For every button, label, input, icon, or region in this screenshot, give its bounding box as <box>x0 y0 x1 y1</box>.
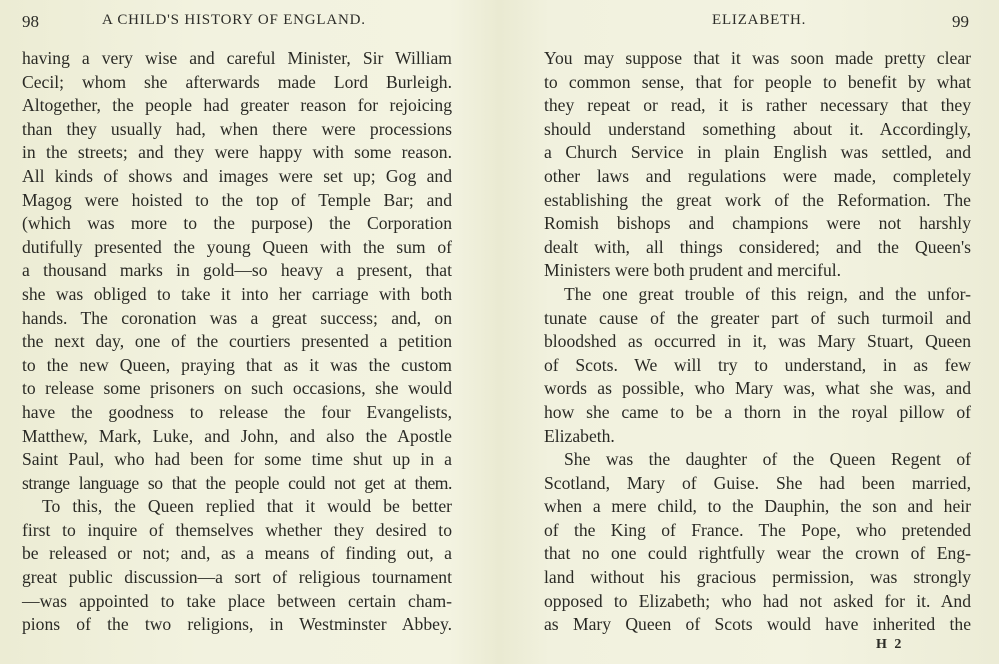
page-number: 99 <box>952 12 969 31</box>
text-line: a thousand marks in gold—so heavy a present, that <box>22 260 452 281</box>
right-page <box>499 0 999 664</box>
text-line: first to inquire of themselves whether they desired to <box>22 519 452 540</box>
text-line: Romish bishops and champions were not harshly <box>544 213 971 234</box>
text-line: Ministers were both prudent and merciful. <box>544 260 842 281</box>
text-line: tunate cause of the greater part of such turmoil and <box>544 307 971 328</box>
text-line: to common sense, that for people to benefit by what <box>544 71 971 92</box>
text-line: as Mary Queen of Scots would have inherited the <box>544 614 971 635</box>
text-line: they repeat or read, it is rather necessary that they <box>544 95 971 116</box>
text-line: other laws and regulations were made, completely <box>544 165 971 186</box>
text-line: Magog were hoisted to the top of Temple Bar; and <box>22 189 452 210</box>
text-line: be released or not; and, as a means of finding out, a <box>22 543 452 564</box>
text-line: establishing the great work of the Reformation. The <box>544 189 971 210</box>
text-line: dutifully presented the young Queen with the sum of <box>22 236 452 257</box>
text-line: Elizabeth. <box>544 425 615 446</box>
paragraph-start-line: The one great trouble of this reign, and the unfor- <box>564 283 971 304</box>
text-line: should understand something about it. Accordingly, <box>544 118 971 139</box>
text-line: she was obliged to take it into her carriage with both <box>22 283 452 304</box>
text-line: in the streets; and they were happy with some reason. <box>22 142 452 163</box>
text-line: All kinds of shows and images were set up; Gog and <box>22 165 452 186</box>
page-number: 98 <box>22 12 39 31</box>
text-line: when a mere child, to the Dauphin, the son and heir <box>544 496 971 517</box>
running-head: A CHILD'S HISTORY OF ENGLAND. <box>102 12 366 28</box>
text-line: —was appointed to take place between certain cham- <box>22 590 452 611</box>
text-line: You may suppose that it was soon made pretty clear <box>544 48 971 68</box>
text-line: hands. The coronation was a great success; and, on <box>22 307 452 328</box>
text-line: pions of the two religions, in Westminster Abbey. <box>22 614 452 635</box>
text-line: strange language so that the people could not get at them. <box>22 472 452 493</box>
text-line: to release some prisoners on such occasions, she would <box>22 378 452 399</box>
text-line: dealt with, all things considered; and the Queen's <box>544 236 971 257</box>
text-line: how she came to be a thorn in the royal pillow of <box>544 401 971 422</box>
text-line: words as possible, who Mary was, what she was, and <box>544 378 971 399</box>
text-line: (which was more to the purpose) the Corporation <box>22 213 452 234</box>
left-page <box>0 0 499 664</box>
text-line: to the new Queen, praying that as it was the custom <box>22 354 452 375</box>
text-line: Cecil; whom she afterwards made Lord Burleigh. <box>22 71 452 92</box>
text-line: that no one could rightfully wear the crown of Eng- <box>544 543 971 564</box>
text-line: land without his gracious permission, was strongly <box>544 567 971 588</box>
text-line: great public discussion—a sort of religious tournament <box>22 567 452 588</box>
text-line: Matthew, Mark, Luke, and John, and also the Apostle <box>22 425 452 446</box>
text-line: the next day, one of the courtiers presented a petition <box>22 331 452 352</box>
running-head: ELIZABETH. <box>712 12 807 28</box>
text-line: than they usually had, when there were processions <box>22 118 452 139</box>
text-line: of the King of France. The Pope, who pretended <box>544 519 971 540</box>
page-body-text <box>22 47 452 637</box>
paragraph-start-line: To this, the Queen replied that it would be better <box>42 496 452 517</box>
text-line: opposed to Elizabeth; who had not asked for it. And <box>544 590 971 611</box>
text-line: of Scots. We will try to understand, in as few <box>544 354 971 375</box>
text-line: having a very wise and careful Minister, Sir William <box>22 48 452 68</box>
text-line: a Church Service in plain English was settled, and <box>544 142 971 163</box>
text-line: bloodshed as occurred in it, was Mary Stuart, Queen <box>544 331 971 352</box>
page-body-text <box>544 47 971 637</box>
text-line: Saint Paul, who had been for some time shut up in a <box>22 449 452 470</box>
text-line: Altogether, the people had greater reason for rejoicing <box>22 95 452 116</box>
paragraph-start-line: She was the daughter of the Queen Regent of <box>564 449 971 470</box>
signature-mark: H 2 <box>876 637 904 652</box>
text-line: Scotland, Mary of Guise. She had been married, <box>544 472 971 493</box>
text-line: have the goodness to release the four Evangelists, <box>22 401 452 422</box>
